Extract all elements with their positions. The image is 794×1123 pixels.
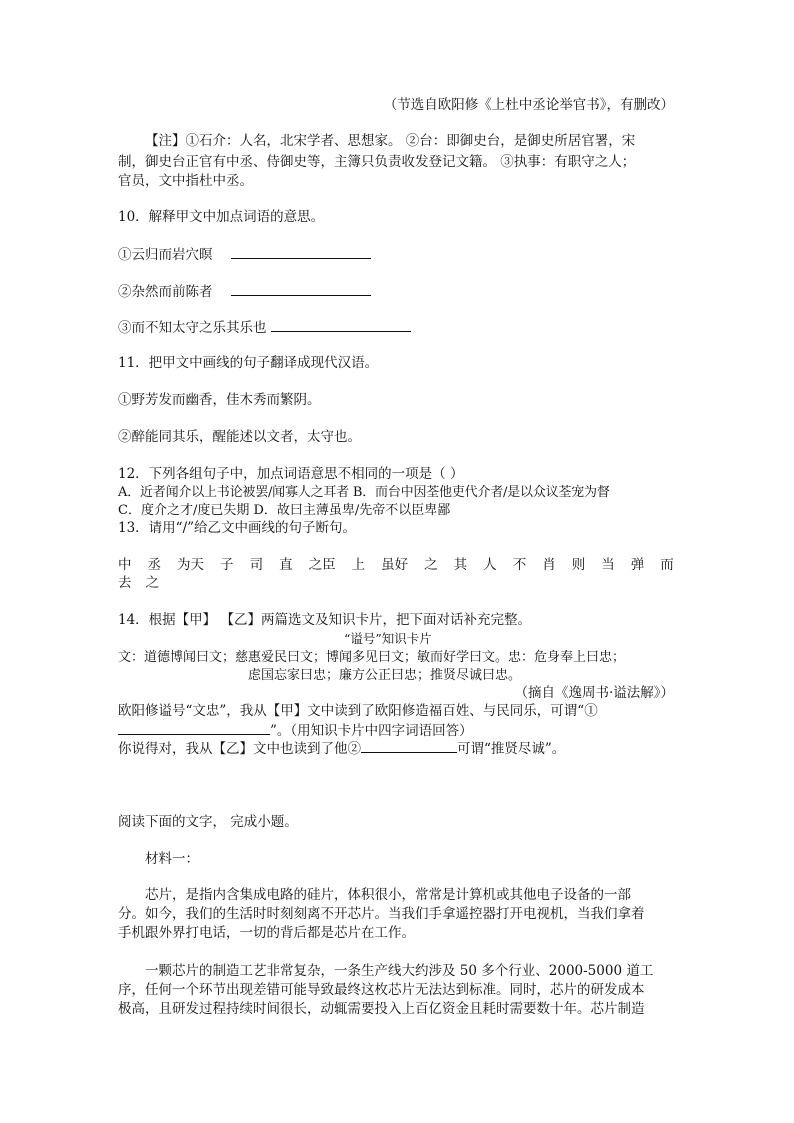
material-label: 材料一：: [145, 851, 199, 867]
paragraph-2-line-2: 序，任何一个环节出现差错可能导致最终这枚芯片无法达到标准。同时，芯片的研发成本: [118, 982, 645, 998]
sentence-char: 上: [351, 557, 366, 573]
answer-blank[interactable]: [361, 738, 457, 753]
q13-prompt: 13．请用“/”给乙文中画线的句子断句。: [118, 520, 357, 536]
answer-blank[interactable]: [271, 317, 411, 332]
knowledge-card-line-2: 虑国忘家曰忠；廉方公正曰忠；推贤尽诚曰忠。: [248, 668, 522, 683]
answer-blank[interactable]: [231, 244, 371, 259]
sentence-char: 当: [601, 557, 615, 573]
sentence-char: 去: [118, 575, 132, 591]
q14-dialog-line-3a: 你说得对，我从【乙】文中也读到了他②: [118, 741, 361, 757]
sentence-char: 而: [660, 557, 674, 573]
sentence-char: 为天: [177, 557, 205, 573]
sentence-char: 丞: [147, 557, 162, 573]
paragraph-1-line-1: 芯片，是指内含集成电路的硅片，体积很小，常常是计算机或其他电子设备的一部: [145, 887, 631, 903]
sentence-char: 不: [512, 557, 527, 573]
sentence-char: 直: [279, 557, 293, 573]
note-line-1: 【注】①石介：人名，北宋学者、思想家。 ②台：即御史台，是御史所居官署，宋: [145, 133, 636, 149]
q12-options-ab: A．近者闻介以上书论被罢/闻寡人之耳者 B．而台中因荃他吏代介者/是以众议荃宠为督: [118, 485, 610, 500]
note-line-2: 制，御史台正官有中丞、侍御史等，主簿只负责收发登记文籍。 ③执事：有职守之人；: [118, 154, 636, 170]
q12-prompt: 12．下列各组句子中，加点词语意思不相同的一项是（ ）: [118, 466, 464, 482]
q14-dialog-line-3: [118, 738, 565, 759]
knowledge-card-source: （摘自《逸周书·谥法解》）: [514, 685, 674, 701]
sentence-char: 司: [249, 557, 264, 573]
sentence-char: 子: [220, 557, 234, 573]
reading-intro: 阅读下面的文字， 完成小题。: [118, 814, 298, 830]
sentence-char: 肖: [542, 557, 556, 573]
knowledge-card-line-1: 文：道德博闻曰文；慈惠爱民曰文；博闻多见曰文；敏而好学曰文。忠：危身奉上曰忠；: [118, 650, 626, 665]
q13-sentence-line-1: [118, 556, 674, 575]
q14-dialog-line-3b: 可谓“推贤尽诚”。: [457, 741, 566, 757]
sentence-char: 虽好: [381, 557, 409, 573]
sentence-char: 人: [483, 557, 497, 573]
q14-dialog-line-2-text: ”。（用知识卡片中四字词语回答）: [270, 723, 473, 739]
q14-dialog-line-1: 欧阳修谥号“文忠”，我从【甲】文中读到了欧阳修造福百姓、与民同乐，可谓“①: [118, 703, 598, 719]
source-citation: （节选自欧阳修《上杜中丞论举官书》，有删改）: [383, 97, 674, 113]
knowledge-card-title: “谥号”知识卡片: [344, 631, 432, 646]
answer-blank[interactable]: [118, 720, 270, 735]
answer-blank[interactable]: [231, 281, 371, 296]
paragraph-1-line-2: 分。如今，我们的生活时时刻刻离不开芯片。当我们手拿遥控器打开电视机，当我们拿着: [118, 906, 645, 922]
paragraph-2-line-3: 极高，且研发过程持续时间很长，动辄需要投入上百亿资金且耗时需要数十年。芯片制造: [118, 1001, 645, 1017]
q10-item-2: [118, 281, 371, 302]
q11-item-2: ②醉能同其乐，醒能述以文者，太守也。: [118, 429, 361, 445]
sentence-char: 弹: [630, 557, 645, 573]
q10-item-2-text: ②杂然而前陈者: [118, 284, 213, 300]
sentence-char: 其: [453, 557, 468, 573]
paragraph-2-line-1: 一颗芯片的制造工艺非常复杂，一条生产线大约涉及 50 多个行业、2000-5000 道工: [145, 963, 654, 979]
q11-prompt: 11．把甲文中画线的句子翻译成现代汉语。: [118, 355, 379, 371]
paragraph-1-line-3: 手机跟外界打电话，一切的背后都是芯片在工作。: [118, 925, 415, 941]
sentence-char: 之: [145, 575, 159, 591]
q10-item-1-text: ①云归而岩穴暝: [118, 247, 213, 263]
sentence-char: 则: [571, 557, 586, 573]
q10-item-3-text: ③而不知太守之乐其乐也: [118, 320, 267, 336]
q10-item-1: [118, 244, 371, 265]
sentence-char: 之: [424, 557, 438, 573]
q14-prompt: 14．根据【甲】 【乙】两篇选文及知识卡片，把下面对话补充完整。: [118, 612, 531, 628]
q13-sentence-line-2: [118, 574, 159, 593]
q11-item-1: ①野芳发而幽香，佳木秀而繁阴。: [118, 392, 321, 408]
note-line-3: 官员，文中指杜中丞。: [118, 173, 253, 189]
q12-options-cd: C．度介之才/度已失期 D．故曰主薄虽卑/先帝不以臣卑鄙: [118, 503, 451, 518]
sentence-char: 中: [118, 557, 132, 573]
q10-prompt: 10．解释甲文中加点词语的意思。: [118, 209, 325, 225]
q10-item-3: [118, 317, 411, 338]
sentence-char: 之臣: [308, 557, 336, 573]
